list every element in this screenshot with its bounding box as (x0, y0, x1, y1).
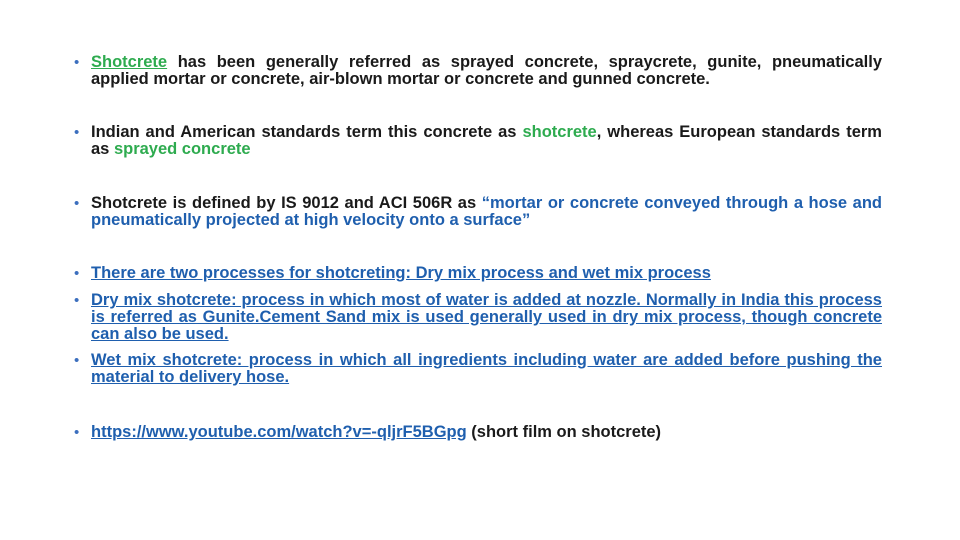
bullet-body (91, 424, 882, 441)
bullet-body (91, 292, 882, 343)
bullet-dry-mix (74, 292, 882, 343)
bullet-wet-mix (74, 352, 882, 386)
bullet-youtube (74, 424, 882, 441)
bullet-dot: • (74, 265, 80, 282)
highlight-shotcrete: shotcrete (522, 123, 597, 141)
bullet-shotcrete-terms (74, 54, 882, 88)
two-processes-link[interactable]: There are two processes for shotcreting: Dry mix process and wet mix process (91, 264, 711, 282)
bullet-dot: • (74, 352, 80, 369)
bullet-dot: • (74, 54, 80, 71)
bullet-dot: • (74, 292, 80, 309)
shotcrete-link[interactable]: Shotcrete (91, 53, 168, 71)
definition-quote: “mortar or concrete conveyed through a hose and pneumatically projected at high velocity onto a surface” (91, 194, 882, 229)
wet-mix-link[interactable]: Wet mix shotcrete: process in which all ingredients including water are added before pushing the material to delivery hose. (91, 351, 882, 386)
bullet-dot: • (74, 124, 80, 141)
bullet-text: has been generally referred as sprayed concrete, spraycrete, gunite, pneumatically applied mortar or concrete, air-blown mortar or concrete and gunned concrete. (91, 53, 882, 88)
youtube-link[interactable]: https://www.youtube.com/watch?v=-qljrF5BGpg (91, 423, 467, 441)
bullet-body (91, 265, 882, 282)
bullet-text: , whereas European standards term as (91, 123, 882, 158)
dry-mix-link[interactable]: Dry mix shotcrete: process in which most of water is added at nozzle. Normally in India this process is referred as Gunite.Cement Sand mix is used generally used in dry mix process, though concrete can also be used. (91, 291, 882, 343)
bullet-two-processes (74, 265, 882, 282)
bullet-text: Shotcrete is defined by IS 9012 and ACI 506R as (91, 194, 482, 212)
bullet-body (91, 195, 882, 229)
bullet-standards (74, 124, 882, 158)
bullet-definition (74, 195, 882, 229)
bullet-text: (short film on shotcrete) (466, 423, 662, 441)
bullet-body (91, 352, 882, 386)
bullet-body (91, 54, 882, 88)
highlight-sprayed-concrete: sprayed concrete (113, 140, 251, 158)
bullet-dot: • (74, 424, 80, 441)
bullet-text: Indian and American standards term this concrete as (91, 123, 523, 141)
bullet-body (91, 124, 882, 158)
bullet-dot: • (74, 195, 80, 212)
